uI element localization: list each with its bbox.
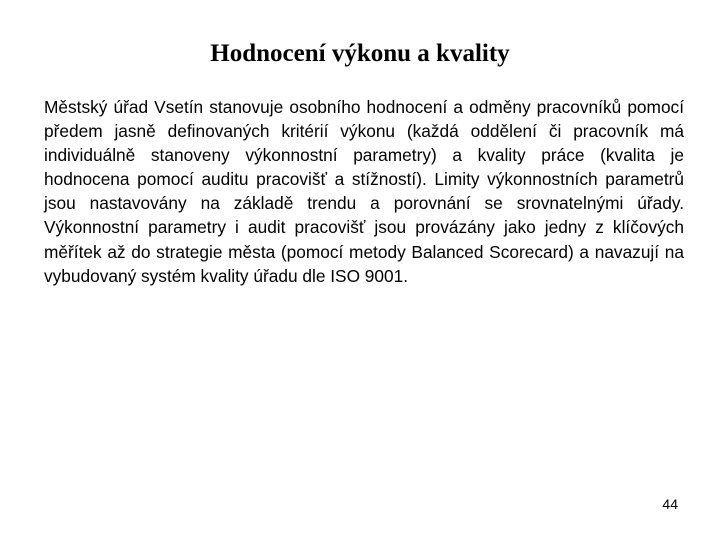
body-paragraph: Městský úřad Vsetín stanovuje osobního hodnocení a odměny pracovníků pomocí předem jasně definovaných kritérií výkonu (každá oddělení či pracovník má individuálně stanoveny výkonnostní parametry) a kvality práce (kvalita je hodnocena pomocí auditu pracovišť a stížností). Limity výkonnostních parametrů jsou nastavovány na základě trendu a porovnání se srovnatelnými úřady. Výkonnostní parametry i audit pracovišť jsou provázány jako jedny z klíčových měřítek až do strategie města (pomocí metody Balanced Scorecard) a navazují na vybudovaný systém kvality úřadu dle ISO 9001. — [44, 97, 684, 286]
slide-title: Hodnocení výkonu a kvality — [210, 40, 510, 67]
page-number: 44 — [662, 496, 678, 512]
